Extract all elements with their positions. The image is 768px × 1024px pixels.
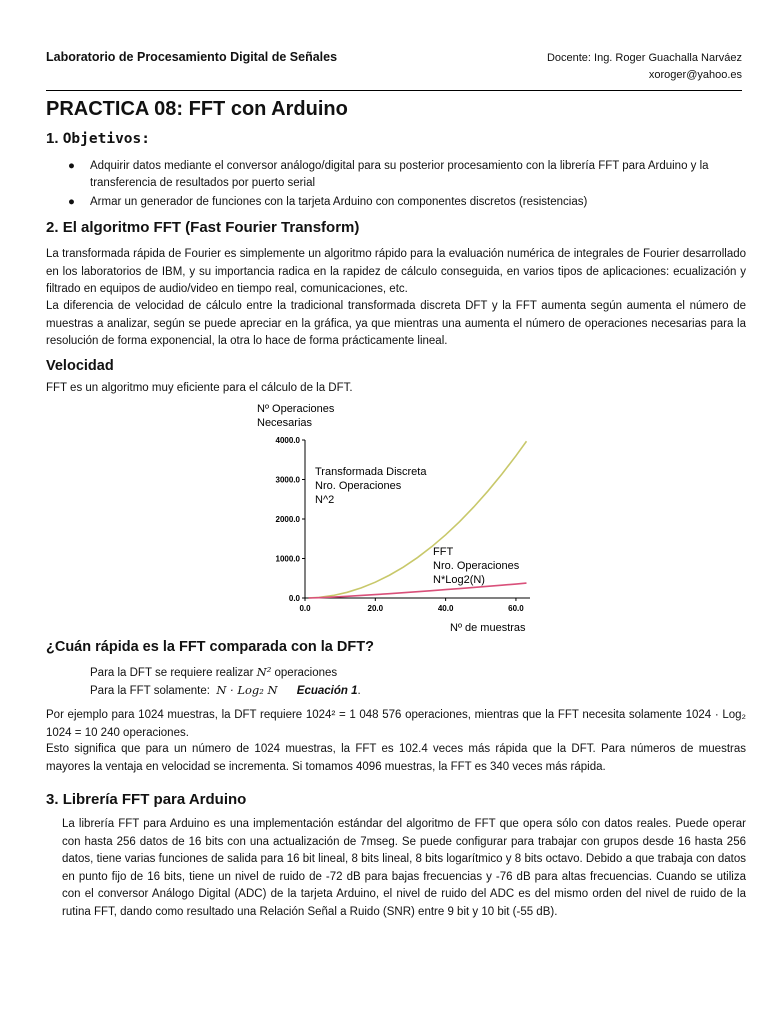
header-right <box>547 50 742 84</box>
dft-series-label: Nro. Operaciones <box>315 480 402 492</box>
x-tick-label: 60.0 <box>508 604 524 613</box>
section-1-heading <box>46 130 150 147</box>
y-tick-label: 2000.0 <box>275 515 300 524</box>
section-3-title: Librería FFT para Arduino <box>62 791 247 808</box>
equation-label: Ecuación 1 <box>296 685 358 697</box>
dft-series-label: N^2 <box>315 494 335 506</box>
y-axis-label: Nº Operaciones <box>257 403 335 415</box>
section-2-title: El algoritmo FFT (Fast Fourier Transform) <box>62 219 360 236</box>
paragraph-comparison: Esto significa que para un número de 1024 muestras, la FFT es 102.4 veces más rápida que la DFT. Para números de muestras mayores la ventaja en velocidad se incrementa. Si tomamos 4096 muestras, la FFT es 340 veces más rápida. <box>46 743 746 773</box>
fft-series-label: N*Log2(N) <box>433 574 485 586</box>
velocidad-text: FFT es un algoritmo muy eficiente para el cálculo de la DFT. <box>46 382 353 394</box>
objectives-list <box>66 158 716 213</box>
section-1-title: Objetivos: <box>62 131 150 147</box>
fft-series-label: FFT <box>433 546 454 558</box>
dft-prefix: Para la DFT se requiere realizar <box>90 667 254 679</box>
section-1-number: 1. <box>46 130 59 147</box>
y-axis-label: Necesarias <box>257 417 313 429</box>
list-item <box>66 158 716 192</box>
y-tick-label: 4000.0 <box>275 436 300 445</box>
page-title: PRACTICA 08: FFT con Arduino <box>46 98 348 120</box>
fft-series-line <box>309 583 527 598</box>
y-tick-label: 0.0 <box>288 594 300 603</box>
list-item <box>66 194 716 211</box>
x-tick-label: 40.0 <box>437 604 454 613</box>
y-tick-label: 1000.0 <box>275 554 300 564</box>
bullet-icon: ● <box>68 160 75 172</box>
objective-text: Armar un generador de funciones con la tarjeta Arduino con componentes discretos (resistencias) <box>90 196 588 208</box>
x-axis-label: Nº de muestras <box>450 622 526 634</box>
bullet-icon: ● <box>68 196 75 208</box>
velocidad-heading: Velocidad <box>46 358 114 374</box>
paragraph-fft-intro: La transformada rápida de Fourier es simplemente un algoritmo rápido para la evaluación numérica de integrales de Fourier desarrollado en los laboratorios de IBM, y su importancia radica en la rapidez de cálculo conseguida, en varios tipos de aplicaciones: ecualización y filtrado en equipos de audio/video en tiempo real, comunicaciones, etc. <box>46 248 746 295</box>
dft-series-label: Transformada Discreta <box>315 466 427 478</box>
section-3-heading <box>46 791 246 808</box>
comparison-heading: ¿Cuán rápida es la FFT comparada con la DFT? <box>46 639 374 655</box>
section-2-heading <box>46 219 359 236</box>
dft-equation-line <box>90 665 337 679</box>
operations-chart <box>250 400 550 635</box>
teacher-name: Docente: Ing. Roger Guachalla Narváez <box>546 52 742 64</box>
fft-equation-line: Para la FFT solamente: N · Log₂ N Ecuación 1. <box>90 683 361 697</box>
dft-suffix: operaciones <box>274 667 338 679</box>
y-tick-label: 3000.0 <box>275 475 300 485</box>
paragraph-speed-difference: La diferencia de velocidad de cálculo entre la tradicional transformada discreta DFT y la FFT aumenta según aumenta el número de muestras a analizar, según se puede apreciar en la gráfica, ya que mientras una aumenta el número de operaciones necesarias para la resolución de forma exponencial, la otra lo hace de forma prácticamente lineal. <box>46 300 746 347</box>
objective-text: Adquirir datos mediante el conversor análogo/digital para su posterior procesamiento con la librería FFT para Arduino y la transferencia de resultados por puerto serial <box>90 160 709 189</box>
fft-prefix: Para la FFT solamente: <box>90 685 210 697</box>
section-2-number: 2. <box>46 219 59 236</box>
x-tick-label: 20.0 <box>367 604 384 613</box>
dft-formula: N² <box>256 665 272 679</box>
paragraph-example: Por ejemplo para 1024 muestras, la DFT requiere 1024² = 1 048 576 operaciones, mientras que la FFT necesita solamente 1024 · Log₂ 1024 = 10 240 operaciones. <box>46 709 746 739</box>
x-tick-label: 0.0 <box>299 604 311 613</box>
fft-series-label: Nro. Operaciones <box>433 560 520 572</box>
section-3-number: 3. <box>46 791 59 808</box>
fft-formula: N · Log₂ N <box>216 683 278 697</box>
teacher-email: xoroger@yahoo.es <box>648 69 742 81</box>
header-divider <box>46 90 742 91</box>
paragraph-fft-library: La librería FFT para Arduino es una implementación estándar del algoritmo de FFT que opera sólo con datos reales. Puede operar con hasta 256 datos de 16 bits con una actualización de 7mseg. Se puede configurar para trabajar con grupos desde 16 hasta 256 datos, tiene varias funciones de salida para 16 bit lineal, 8 bits lineal, 8 bits logarítmico y 8 bits octavo. Debido a que trabaja con datos en punto fijo de 16 bits, tiene un nivel de ruido de -72 dB para bajas frecuencias y -76 dB para altas frecuencias. Cuando se utiliza con el conversor Análogo Digital (ADC) de la tarjeta Arduino, el nivel de ruido del ADC es del mismo orden del nivel de ruido de la rutina FFT, dando como resultado una Relación Señal a Ruido (SNR) entre 9 bit y 10 bit (-55 dB). <box>62 818 746 918</box>
dft-series-line <box>309 441 527 598</box>
course-name: Laboratorio de Procesamiento Digital de Señales <box>46 50 338 64</box>
